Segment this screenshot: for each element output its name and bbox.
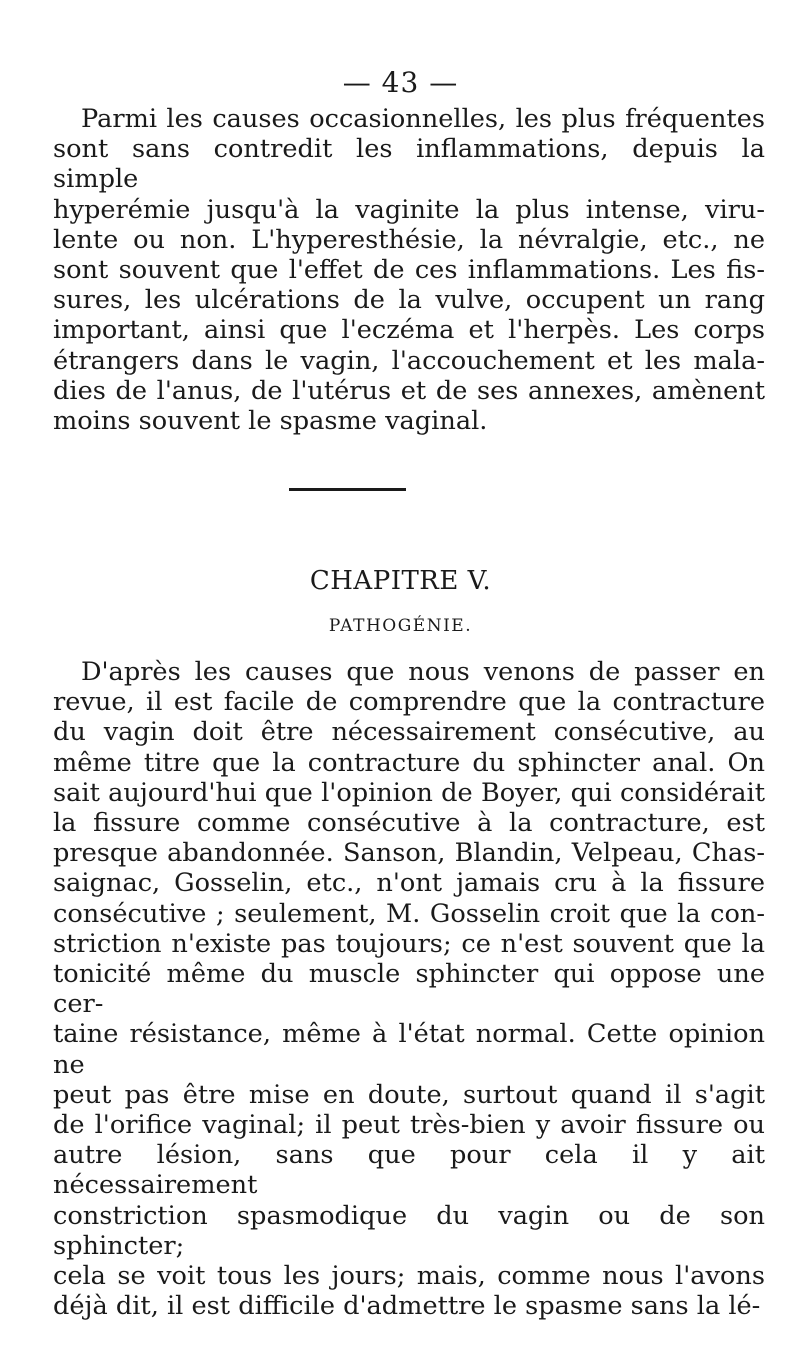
text-line: peut pas être mise en doute, surtout quand il s'agit (53, 1079, 765, 1110)
text-line: cela se voit tous les jours; mais, comme nous l'avons (53, 1261, 765, 1292)
text-line: Parmi les causes occasionnelles, les plus fréquentes (81, 104, 765, 134)
text-line: déjà dit, il est difficile d'admettre le spasme sans la lé- (53, 1291, 761, 1322)
text-line: hyperémie jusqu'à la vaginite la plus intense, viru- (53, 194, 765, 225)
text-line: sont souvent que l'effet de ces inflammations. Les fis- (53, 255, 765, 286)
text-line: important, ainsi que l'eczéma et l'herpès. Les corps (53, 315, 765, 346)
section-divider-rule (289, 488, 406, 491)
text-line: revue, il est facile de comprendre que la contracture (53, 687, 765, 718)
text-line: lente ou non. L'hyperesthésie, la névralgie, etc., ne (53, 224, 765, 255)
text-line: D'après les causes que nous venons de passer en (81, 657, 765, 687)
section-title: PATHOGÉNIE. (328, 616, 473, 636)
text-line: taine résistance, même à l'état normal. Cette opinion ne (53, 1019, 765, 1080)
paragraph-causes (53, 104, 765, 436)
text-line: saignac, Gosselin, etc., n'ont jamais cru à la fissure (53, 868, 765, 899)
text-line: dies de l'anus, de l'utérus et de ses annexes, amènent (53, 375, 765, 406)
text-line: du vagin doit être nécessairement consécutive, au (53, 717, 765, 748)
text-line: sures, les ulcérations de la vulve, occupent un rang (53, 285, 765, 316)
text-line: sont sans contredit les inflammations, depuis la simple (53, 134, 765, 195)
text-line: autre lésion, sans que pour cela il y ait nécessairement (53, 1140, 765, 1201)
text-line: consécutive ; seulement, M. Gosselin croit que la con- (53, 898, 765, 929)
text-line: presque abandonnée. Sanson, Blandin, Velpeau, Chas- (53, 838, 765, 869)
text-line: tonicité même du muscle sphincter qui oppose une cer- (53, 959, 765, 1020)
text-line: constriction spasmodique du vagin ou de son sphincter; (53, 1200, 765, 1261)
page-number: — 43 — (342, 66, 459, 99)
text-line: la fissure comme consécutive à la contracture, est (53, 808, 765, 839)
text-line: striction n'existe pas toujours; ce n'est souvent que la (53, 928, 765, 959)
text-line: de l'orifice vaginal; il peut très-bien y avoir fissure ou (53, 1110, 765, 1141)
text-line: même titre que la contracture du sphincter anal. On (53, 747, 765, 778)
text-line: moins souvent le spasme vaginal. (53, 406, 488, 437)
text-line: étrangers dans le vagin, l'accouchement et les mala- (53, 345, 765, 376)
text-line: sait aujourd'hui que l'opinion de Boyer, qui considérait (53, 777, 765, 808)
chapter-title: CHAPITRE V. (309, 566, 492, 596)
paragraph-pathogenie (53, 657, 765, 1321)
